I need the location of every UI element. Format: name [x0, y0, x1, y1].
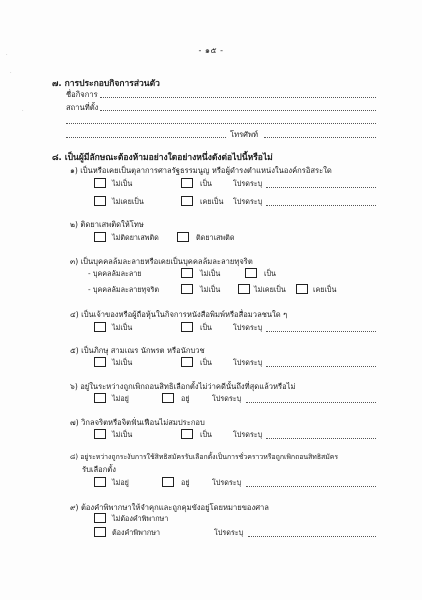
q3-row1-yes-checkbox[interactable] — [245, 268, 257, 278]
q5-specify-label: โปรดระบุ — [233, 358, 263, 367]
q9-yes-checkbox[interactable] — [94, 527, 106, 537]
q1-yes-checkbox[interactable] — [181, 178, 193, 188]
q4-yes-label: เป็น — [200, 323, 212, 332]
section-8-heading: ๘. เป็นผู้มีลักษณะต้องห้ามอย่างใดอย่างหนึ่งดังต่อไปนี้หรือไม่ — [52, 153, 273, 163]
q9-specify-field[interactable] — [248, 536, 376, 537]
phone-label: โทรศัพท์ — [230, 130, 258, 139]
q3-row2-no-label: ไม่เป็น — [200, 285, 221, 294]
q9-specify-label: โปรดระบุ — [214, 528, 244, 537]
scan-speck: · — [10, 70, 12, 76]
q7-no-label: ไม่เป็น — [112, 430, 133, 439]
q1-text: ๑) เป็นหรือเคยเป็นตุลาการศาลรัฐธรรมนูญ หรือผู้ดำรงตำแหน่งในองค์กรอิสระใด — [70, 166, 332, 175]
location-field-line-2[interactable] — [66, 123, 376, 124]
q1-never-checkbox[interactable] — [94, 196, 106, 206]
q1-never-label: ไม่เคยเป็น — [112, 197, 144, 206]
q3-row1-label: - บุคคลล้มละลาย — [88, 269, 142, 278]
q9-no-label: ไม่ต้องคำพิพากษา — [112, 514, 169, 523]
q1-specify-label: โปรดระบุ — [233, 179, 263, 188]
phone-field[interactable] — [264, 137, 376, 138]
q8-text: ๘) อยู่ระหว่างถูกระงับการใช้สิทธิสมัครรับเลือกตั้งเป็นการชั่วคราวหรือถูกเพิกถอนสิทธิสมัคร — [70, 453, 339, 461]
q2-no-label: ไม่ติดยาเสพติด — [112, 233, 159, 242]
q9-no-checkbox[interactable] — [94, 513, 106, 523]
q4-text: ๔) เป็นเจ้าของหรือผู้ถือหุ้นในกิจการหนังสือพิมพ์หรือสื่อมวลชนใด ๆ — [70, 310, 288, 319]
page-number: - ๑๕ - — [198, 46, 224, 55]
q8-text-continued: รับเลือกตั้ง — [82, 465, 116, 474]
q8-no-checkbox[interactable] — [94, 477, 106, 487]
q2-text: ๒) ติดยาเสพติดให้โทษ — [70, 220, 144, 229]
q1-specify-field[interactable] — [266, 187, 376, 188]
q3-row1-yes-label: เป็น — [264, 269, 276, 278]
q4-no-checkbox[interactable] — [94, 322, 106, 332]
q6-no-label: ไม่อยู่ — [112, 394, 129, 403]
q3-row2-no-checkbox[interactable] — [181, 284, 193, 294]
q3-row2-never-label: ไม่เคยเป็น — [254, 285, 286, 294]
q6-yes-label: อยู่ — [181, 394, 190, 403]
q8-yes-checkbox[interactable] — [162, 477, 174, 487]
q6-yes-checkbox[interactable] — [162, 393, 174, 403]
q8-specify-label: โปรดระบุ — [212, 478, 242, 487]
location-field[interactable] — [100, 110, 376, 111]
q7-specify-label: โปรดระบุ — [233, 430, 263, 439]
q5-no-label: ไม่เป็น — [112, 358, 133, 367]
q9-text: ๙) ต้องคำพิพากษาให้จำคุกและถูกคุมขังอยู่โดยหมายของศาล — [70, 503, 269, 512]
q3-text: ๓) เป็นบุคคลล้มละลายหรือเคยเป็นบุคคลล้มละลายทุจริต — [70, 257, 253, 266]
business-name-label: ชื่อกิจการ — [66, 90, 98, 99]
q1-yes-label: เป็น — [200, 179, 212, 188]
q7-yes-label: เป็น — [200, 430, 212, 439]
q5-no-checkbox[interactable] — [94, 357, 106, 367]
q1-specify2-label: โปรดระบุ — [233, 197, 263, 206]
q8-no-label: ไม่อยู่ — [112, 478, 129, 487]
section-7-heading: ๗. การประกอบกิจการส่วนตัว — [52, 79, 160, 89]
q4-specify-label: โปรดระบุ — [233, 323, 263, 332]
business-name-field[interactable] — [100, 97, 376, 98]
q8-specify-field[interactable] — [246, 486, 376, 487]
q6-specify-field[interactable] — [246, 402, 376, 403]
q5-specify-field[interactable] — [266, 366, 376, 367]
q6-specify-label: โปรดระบุ — [212, 394, 242, 403]
q8-yes-label: อยู่ — [181, 478, 190, 487]
q3-row2-never-checkbox[interactable] — [238, 284, 250, 294]
q6-no-checkbox[interactable] — [94, 393, 106, 403]
q1-no-checkbox[interactable] — [94, 178, 106, 188]
q4-no-label: ไม่เป็น — [112, 323, 133, 332]
q5-text: ๕) เป็นภิกษุ สามเณร นักพรต หรือนักบวช — [70, 346, 205, 355]
location-field-line-3[interactable] — [66, 137, 226, 138]
q1-was-checkbox[interactable] — [181, 196, 193, 206]
q7-yes-checkbox[interactable] — [181, 429, 193, 439]
q3-row1-no-label: ไม่เป็น — [200, 269, 221, 278]
q4-specify-field[interactable] — [266, 331, 376, 332]
q7-specify-field[interactable] — [266, 438, 376, 439]
q3-row2-was-checkbox[interactable] — [296, 284, 308, 294]
q7-text: ๗) วิกลจริตหรือจิตฟั่นเฟือนไม่สมประกอบ — [70, 418, 205, 427]
q3-row2-was-label: เคยเป็น — [313, 285, 337, 294]
q1-no-label: ไม่เป็น — [112, 179, 133, 188]
q2-no-checkbox[interactable] — [94, 232, 106, 242]
q9-yes-label: ต้องคำพิพากษา — [112, 528, 160, 537]
q2-yes-label: ติดยาเสพติด — [196, 233, 235, 242]
scan-speck: · — [22, 108, 24, 114]
q7-no-checkbox[interactable] — [94, 429, 106, 439]
q6-text: ๖) อยู่ในระหว่างถูกเพิกถอนสิทธิเลือกตั้งไม่ว่าคดีนั้นถึงที่สุดแล้วหรือไม่ — [70, 382, 296, 391]
q5-yes-label: เป็น — [200, 358, 212, 367]
q3-row1-no-checkbox[interactable] — [181, 268, 193, 278]
location-label: สถานที่ตั้ง — [66, 103, 99, 112]
q3-row2-label: - บุคคลล้มละลายทุจริต — [88, 285, 159, 294]
q1-was-label: เคยเป็น — [200, 197, 224, 206]
q2-yes-checkbox[interactable] — [177, 232, 189, 242]
q1-specify2-field[interactable] — [266, 205, 376, 206]
q4-yes-checkbox[interactable] — [181, 322, 193, 332]
scan-speck: · — [6, 52, 8, 58]
q5-yes-checkbox[interactable] — [181, 357, 193, 367]
